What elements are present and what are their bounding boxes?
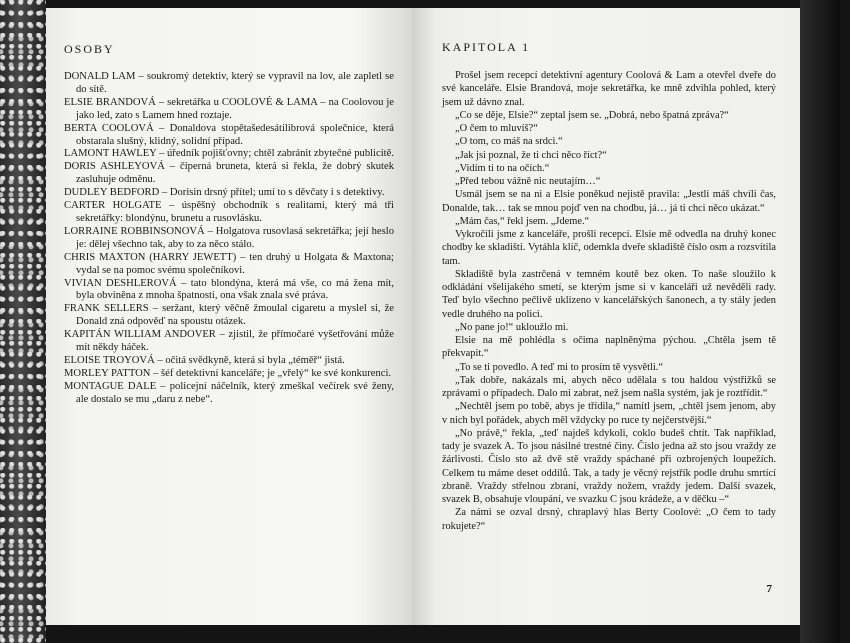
- cast-item: ELOISE TROYOVÁ – očitá svědkyně, která si byla „téměř“ jistá.: [64, 354, 345, 366]
- paragraph: Vykročili jsme z kanceláře, prošli recepcí. Elsie mě odvedla na druhý konec chodby ke skladišti. Vytáhla klíč, odemkla dveře skladiště číslo osm a rozsvítila tam.: [442, 229, 776, 267]
- cast-item: DUDLEY BEDFORD – Dorisin drsný přítel; umí to s děvčaty i s detektivy.: [64, 187, 385, 199]
- paragraph: Usmál jsem se na ni a Elsie poněkud nejistě pravila: „Jestli máš chvíli čas, Donalde, tak… tak se mnou pojď ven na chodbu, já… já ti chci něco ukázat.“: [442, 189, 776, 214]
- cast-item: ELSIE BRANDOVÁ – sekretářka u COOLOVÉ & LAMA – na Coolovou je jako led, zato s Lamem hned roztaje.: [64, 96, 394, 121]
- cast-item: MORLEY PATTON – šéf detektivní kanceláře; je „vřelý“ ke své konkurenci.: [64, 367, 392, 379]
- paragraph: „Co se děje, Elsie?“ zeptal jsem se. „Dobrá, nebo špatná zpráva?“: [455, 109, 729, 121]
- cast-item: LORRAINE ROBBINSONOVÁ – Holgatova rusovlasá sekretářka; její heslo je: dělej všechno tak, aby to za něco stálo.: [64, 225, 394, 250]
- cast-item: LAMONT HAWLEY – úředník pojišťovny; chtěl zabránit zbytečné publicitě.: [64, 148, 394, 160]
- chapter-heading: KAPITOLA 1: [442, 40, 531, 54]
- paragraph: „Vidím ti to na očích.“: [455, 162, 550, 174]
- paragraph: „No pane jo!“ ukloužlo mi.: [455, 321, 569, 333]
- paragraph: „Mám čas,“ řekl jsem. „Jdeme.“: [455, 215, 590, 227]
- left-page: [46, 8, 412, 625]
- paragraph: „Nechtěl jsem po tobě, abys je třídila,“ namítl jsem, „chtěl jsem jenom, aby v nich byl pořádek, abych měl vždycky po ruce ty nejčerstvější.“: [442, 401, 776, 426]
- cast-item: KAPITÁN WILLIAM ANDOVER – zjistil, že přímočaré vyšetřování může mít někdy háček.: [64, 329, 394, 354]
- paragraph: „Před tebou vážně nic neutajím…“: [455, 176, 601, 187]
- cast-item: VIVIAN DESHLEROVÁ – tato blondýna, která má vše, co má žena mít, byla obviněna z mnoha špatností, ona však znala své práva.: [64, 277, 394, 302]
- paragraph: „O tom, co máš na srdci.“: [455, 136, 563, 148]
- cast-item: DONALD LAM – soukromý detektiv, který se vypravil na lov, ale zapletl se do sítě.: [64, 71, 394, 95]
- cast-item: DORIS ASHLEYOVÁ – čiperná bruneta, která si řekla, že dobrý skutek zasluhuje odměnu.: [64, 161, 394, 186]
- right-page: [412, 8, 812, 625]
- cover-edge-decoration: [0, 0, 46, 643]
- paragraph: „To se ti povedlo. A teď mi to prosím tě vysvětli.“: [455, 361, 664, 373]
- cast-item: MONTAGUE DALE – policejní náčelník, který zmeškal večírek své ženy, ale dostalo se mu „daru z nebe“.: [64, 380, 394, 405]
- paragraph: Za námi se ozval drsný, chraplavý hlas Berty Coolové: „O čem to tady rokujete?“: [442, 507, 776, 532]
- paragraph: „No právě,“ řekla, „teď najdeš kdykoli, coklo budeš chtít. Tak například, tady je svazek A. To jsou násilné trestné činy. Číslo jedna až sto jsou vraždy ze žárlivosti. Číslo sto až dvě stě vraždy spáchané při ozbrojených loupežích. Celkem tu máme deset oddílů. Tak, a tady je věcný rejstřík podle druhu smrtící zbraně. Vraždy střelnou zbraní, vraždy nožem, vraždy jedem. Další svazek, svazek B, obsahuje vloupání, ve svazku C jsou krádeže, a v děčku –“: [442, 427, 776, 505]
- paragraph: „O čem to mluvíš?“: [455, 123, 538, 134]
- cast-item: CARTER HOLGATE – úspěšný obchodník s realitami, který má tři sekretářky: blondýnu, brunetu a rusovlásku.: [64, 200, 394, 224]
- cast-item: FRANK SELLERS – seržant, který věčně žmoulal cigaretu a myslel si, že Donald zná odpověď na spoustu otázek.: [64, 303, 394, 328]
- cast-item: BERTA COOLOVÁ – Donaldova stopětašedesátilibrová společnice, která obstarala slušný, klidný, solidní případ.: [64, 122, 394, 147]
- cast-item: CHRIS MAXTON (HARRY JEWETT) – ten druhý u Holgata & Maxtona; vydal se na pomoc svému společníkovi.: [64, 251, 394, 276]
- paragraph: Skladiště byla zastrčená v temném koutě bez oken. To naše sloužilo k odkládání všelijakého smetí, se kterým jsme si v kanceláři už nevěděli rady. Teď bylo všechno pečlivě uklizeno v kancelářských šanonech, a ty stály jeden vedle druhého na polici.: [442, 268, 776, 320]
- paragraph: „Jak jsi poznal, že ti chci něco říct?“: [455, 149, 607, 161]
- cast-list: [64, 71, 394, 407]
- page-number: 7: [766, 583, 772, 595]
- paragraph: Prošel jsem recepcí detektivní agentury Coolová & Lam a otevřel dveře do své kanceláře. Elsie Brandová, moje sekretářka, ke mně zdvihla pohled, který jsem už dávno znal.: [442, 70, 776, 108]
- chapter-text: [442, 69, 776, 533]
- paragraph: „Tak dobře, nakázals mi, abych něco udělala s tou haldou výstřižků se zprávami o případech. Dalo mi zabrat, než jsem našla systém, jak je roztřídit.“: [442, 374, 776, 399]
- paragraph: Elsie na mě pohlédla s očima naplněnýma pýchou. „Chtěla jsem tě překvapit.“: [442, 335, 776, 360]
- cast-heading: OSOBY: [64, 42, 115, 56]
